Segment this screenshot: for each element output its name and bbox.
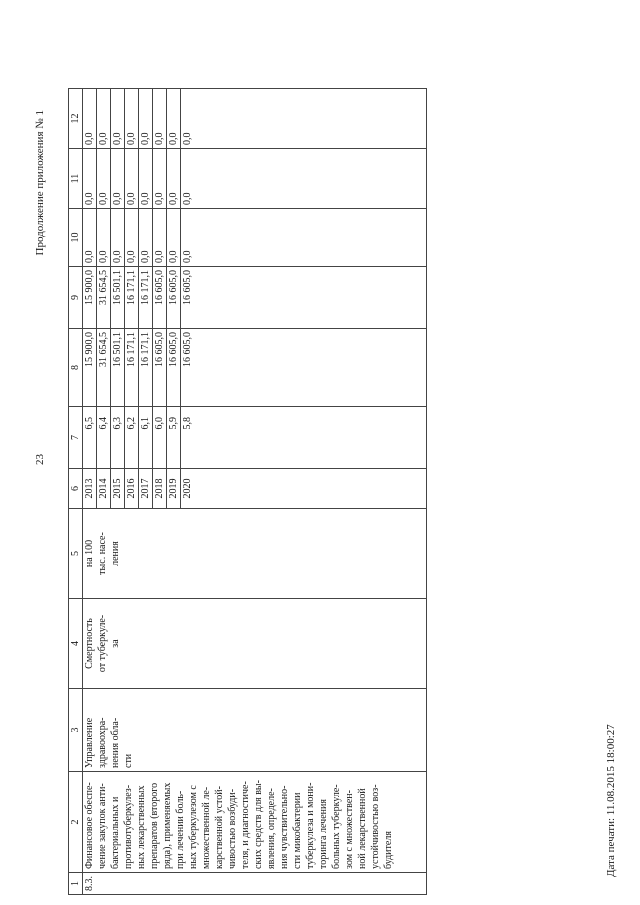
indicator-value-cell: 6,3 [111,407,125,469]
empty-cell [194,329,427,407]
table-row [83,89,97,895]
funding-source-cell: 0,0 [111,89,125,149]
indicator-value-cell: 6,4 [97,407,111,469]
column-number: 8 [69,329,83,407]
page-number: 23 [34,454,46,465]
funding-total-cell: 16 501,1 [111,329,125,407]
year-cell: 2020 [181,469,195,509]
empty-cell [194,469,427,509]
row-number: 8.3. [83,873,427,895]
funding-source-cell: 0,0 [97,89,111,149]
funding-source-cell: 0,0 [97,209,111,267]
funding-source-cell: 16 605,0 [167,267,181,329]
column-number: 3 [69,689,83,772]
year-cell: 2016 [125,469,139,509]
year-cell: 2014 [97,469,111,509]
column-number: 7 [69,407,83,469]
funding-source-cell: 31 654,5 [97,267,111,329]
funding-source-cell: 0,0 [181,149,195,209]
funding-source-cell: 0,0 [125,89,139,149]
unit-cell: на 100 тыс. насе- ления [83,509,427,599]
empty-cell [194,209,427,267]
funding-total-cell: 31 654,5 [97,329,111,407]
funding-source-cell: 0,0 [153,209,167,267]
column-number: 6 [69,469,83,509]
funding-source-cell: 16 605,0 [153,267,167,329]
funding-source-cell: 0,0 [125,149,139,209]
funding-source-cell: 0,0 [97,149,111,209]
funding-source-cell: 0,0 [167,149,181,209]
funding-source-cell: 16 605,0 [181,267,195,329]
funding-source-cell: 0,0 [83,89,97,149]
funding-source-cell: 0,0 [181,209,195,267]
funding-source-cell: 0,0 [83,209,97,267]
funding-source-cell: 0,0 [139,209,153,267]
funding-source-cell: 16 171,1 [125,267,139,329]
empty-cell [194,89,427,149]
column-number: 12 [69,89,83,149]
activity-cell: Финансовое обеспе- чение закупок анти- бактериальных и противотуберкулез- ных лекарственных препаратов (второго ряда), применяемых при лечении боль- ных туберкулезом с множественной ле- карственной устой- чивостью возбуди- теля, и диагностиче- ских средств для вы- явления, определе- ния чувствительно- сти микобактерии туберкулеза и мони- торинга лечения больных туберкуле- зом с множествен- ной лекарственной устойчивостью воз- будителя [83,772,427,873]
empty-cell [194,267,427,329]
funding-source-cell: 0,0 [153,89,167,149]
indicator-cell: Смертность от туберкуле- за [83,599,427,689]
column-number: 9 [69,267,83,329]
column-number: 1 [69,873,83,895]
empty-cell [194,407,427,469]
funding-total-cell: 16 605,0 [153,329,167,407]
indicator-value-cell: 6,2 [125,407,139,469]
indicator-value-cell: 6,0 [153,407,167,469]
year-cell: 2019 [167,469,181,509]
responsible-cell: Управление здравоохра- нения обла- сти [83,689,427,772]
column-number: 10 [69,209,83,267]
column-number-row [69,89,83,895]
funding-source-cell: 15 900,0 [83,267,97,329]
funding-source-cell: 0,0 [167,89,181,149]
column-number: 11 [69,149,83,209]
funding-source-cell: 16 501,1 [111,267,125,329]
funding-source-cell: 0,0 [139,149,153,209]
funding-source-cell: 16 171,1 [139,267,153,329]
table-body [69,89,427,895]
funding-source-cell: 0,0 [153,149,167,209]
indicator-value-cell: 5,8 [181,407,195,469]
funding-source-cell: 0,0 [111,209,125,267]
year-cell: 2017 [139,469,153,509]
funding-source-cell: 0,0 [83,149,97,209]
funding-total-cell: 16 171,1 [139,329,153,407]
indicator-value-cell: 6,5 [83,407,97,469]
funding-source-cell: 0,0 [167,209,181,267]
year-cell: 2018 [153,469,167,509]
funding-total-cell: 15 900,0 [83,329,97,407]
indicator-value-cell: 5,9 [167,407,181,469]
funding-source-cell: 0,0 [181,89,195,149]
year-cell: 2015 [111,469,125,509]
print-date: Дата печати: 11.08.2015 18:00:27 [605,724,617,877]
funding-total-cell: 16 605,0 [181,329,195,407]
year-cell: 2013 [83,469,97,509]
column-number: 4 [69,599,83,689]
appendix-label: Продолжение приложения № 1 [34,110,46,256]
empty-cell [194,149,427,209]
funding-total-cell: 16 605,0 [167,329,181,407]
indicator-value-cell: 6,1 [139,407,153,469]
funding-total-cell: 16 171,1 [125,329,139,407]
funding-source-cell: 0,0 [139,89,153,149]
program-table [68,88,427,895]
funding-source-cell: 0,0 [125,209,139,267]
column-number: 5 [69,509,83,599]
column-number: 2 [69,772,83,873]
funding-source-cell: 0,0 [111,149,125,209]
